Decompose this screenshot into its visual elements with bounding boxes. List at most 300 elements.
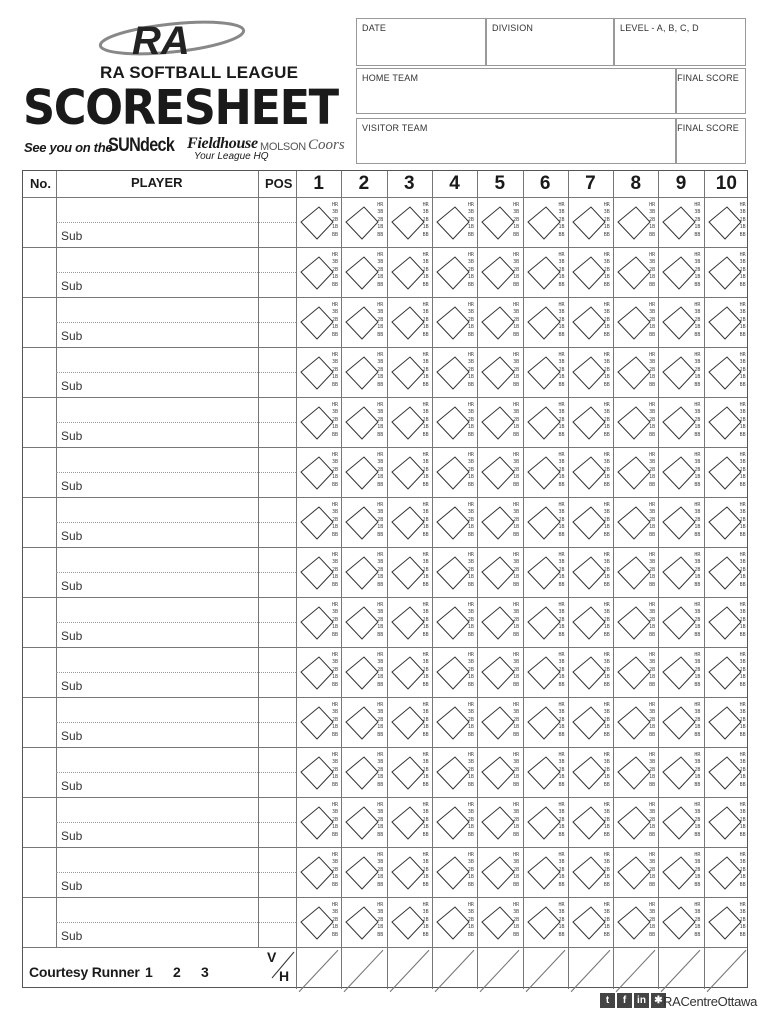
at-bat-cell[interactable] [387,397,432,447]
base-codes: HR 3B 2B 1B BB [649,702,656,738]
at-bat-cell[interactable] [658,447,703,497]
base-codes: HR 3B 2B 1B BB [603,252,610,288]
at-bat-cell[interactable] [523,497,568,547]
division-field[interactable] [486,18,614,66]
at-bat-cell[interactable] [296,597,341,647]
at-bat-cell[interactable] [704,797,749,847]
at-bat-cell[interactable] [432,747,477,797]
player-sub-divider [56,872,296,873]
at-bat-cell[interactable] [477,547,522,597]
linkedin-icon[interactable]: in [634,993,649,1008]
at-bat-cell[interactable] [613,497,658,547]
at-bat-cell[interactable] [613,397,658,447]
inning-score-box[interactable] [341,948,386,994]
base-codes: HR 3B 2B 1B BB [331,902,338,938]
inning-header-8: 8 [630,173,642,194]
at-bat-cell[interactable] [296,747,341,797]
at-bat-cell[interactable] [568,847,613,897]
base-codes: HR 3B 2B 1B BB [377,202,384,238]
inning-score-box[interactable] [613,948,658,994]
sub-label: Sub [61,679,83,693]
base-codes: HR 3B 2B 1B BB [558,652,565,688]
base-codes: HR 3B 2B 1B BB [739,752,746,788]
at-bat-cell[interactable] [568,747,613,797]
sundeck-logo: SUNdeck [108,135,175,156]
inning-header-1: 1 [313,173,324,194]
at-bat-cell[interactable] [296,247,341,297]
base-codes: HR 3B 2B 1B BB [649,802,656,838]
at-bat-cell[interactable] [568,197,613,247]
at-bat-cell[interactable] [432,897,477,947]
at-bat-cell[interactable] [341,397,386,447]
base-codes: HR 3B 2B 1B BB [649,752,656,788]
molson-logo: MOLSON [260,141,306,153]
date-label: DATE [362,23,387,33]
at-bat-cell[interactable] [296,347,341,397]
base-codes: HR 3B 2B 1B BB [739,602,746,638]
at-bat-cell[interactable] [387,547,432,597]
at-bat-cell[interactable] [568,547,613,597]
sub-label: Sub [61,479,83,493]
at-bat-cell[interactable] [523,897,568,947]
at-bat-cell[interactable] [477,297,522,347]
at-bat-cell[interactable] [387,597,432,647]
sub-label: Sub [61,229,83,243]
at-bat-cell[interactable] [477,747,522,797]
at-bat-cell[interactable] [477,497,522,547]
base-codes: HR 3B 2B 1B BB [558,502,565,538]
tagline: See you on the [24,140,113,155]
base-codes: HR 3B 2B 1B BB [422,802,429,838]
at-bat-cell[interactable] [658,547,703,597]
at-bat-cell[interactable] [658,197,703,247]
base-codes: HR 3B 2B 1B BB [649,602,656,638]
at-bat-cell[interactable] [568,347,613,397]
at-bat-cell[interactable] [341,697,386,747]
at-bat-cell[interactable] [658,897,703,947]
player-sub-divider [56,772,296,773]
sub-label: Sub [61,829,83,843]
home-final-score-label: FINAL SCORE [677,73,739,83]
base-codes: HR 3B 2B 1B BB [694,452,701,488]
twitter-icon[interactable]: t [600,993,615,1008]
player-sub-divider [56,522,296,523]
at-bat-cell[interactable] [704,647,749,697]
at-bat-cell[interactable] [432,197,477,247]
base-codes: HR 3B 2B 1B BB [467,452,474,488]
inning-score-box[interactable] [477,948,522,994]
inning-header-9: 9 [675,173,687,194]
at-bat-cell[interactable] [658,397,703,447]
player-sub-divider [56,622,296,623]
at-bat-cell[interactable] [387,447,432,497]
at-bat-cell[interactable] [477,897,522,947]
base-codes: HR 3B 2B 1B BB [422,902,429,938]
facebook-icon[interactable]: f [617,993,632,1008]
at-bat-cell[interactable] [704,747,749,797]
visitor-team-field[interactable] [356,118,676,164]
at-bat-cell[interactable] [658,297,703,347]
at-bat-cell[interactable] [704,897,749,947]
at-bat-cell[interactable] [341,647,386,697]
player-sub-divider [56,822,296,823]
at-bat-cell[interactable] [387,347,432,397]
at-bat-cell[interactable] [613,897,658,947]
at-bat-cell[interactable] [658,697,703,747]
at-bat-cell[interactable] [613,247,658,297]
at-bat-cell[interactable] [387,497,432,547]
at-bat-cell[interactable] [341,547,386,597]
at-bat-cell[interactable] [523,347,568,397]
base-codes: HR 3B 2B 1B BB [422,252,429,288]
base-codes: HR 3B 2B 1B BB [513,702,520,738]
column-no: No. [30,176,51,191]
at-bat-cell[interactable] [704,447,749,497]
at-bat-cell[interactable] [568,897,613,947]
base-codes: HR 3B 2B 1B BB [558,402,565,438]
at-bat-cell[interactable] [613,447,658,497]
at-bat-cell[interactable] [296,497,341,547]
base-codes: HR 3B 2B 1B BB [694,602,701,638]
at-bat-cell[interactable] [704,197,749,247]
social-links [600,993,666,1011]
sub-label: Sub [61,629,83,643]
grid-column-line [56,171,57,947]
at-bat-cell[interactable] [613,747,658,797]
base-codes: HR 3B 2B 1B BB [739,702,746,738]
at-bat-cell[interactable] [341,847,386,897]
base-codes: HR 3B 2B 1B BB [694,402,701,438]
home-final-score-field[interactable] [676,68,746,114]
base-codes: HR 3B 2B 1B BB [694,902,701,938]
at-bat-cell[interactable] [613,597,658,647]
at-bat-cell[interactable] [432,797,477,847]
at-bat-cell[interactable] [341,747,386,797]
at-bat-cell[interactable] [658,247,703,297]
at-bat-cell[interactable] [296,447,341,497]
at-bat-cell[interactable] [613,647,658,697]
at-bat-cell[interactable] [477,447,522,497]
at-bat-cell[interactable] [613,197,658,247]
at-bat-cell[interactable] [432,497,477,547]
base-codes: HR 3B 2B 1B BB [331,402,338,438]
at-bat-cell[interactable] [387,797,432,847]
base-codes: HR 3B 2B 1B BB [739,302,746,338]
logo-text: RA [132,19,190,63]
at-bat-cell[interactable] [613,347,658,397]
at-bat-cell[interactable] [296,697,341,747]
at-bat-cell[interactable] [568,697,613,747]
at-bat-cell[interactable] [523,397,568,447]
at-bat-cell[interactable] [658,497,703,547]
base-codes: HR 3B 2B 1B BB [331,202,338,238]
base-codes: HR 3B 2B 1B BB [377,602,384,638]
inning-score-box[interactable] [704,948,749,994]
at-bat-cell[interactable] [523,797,568,847]
base-codes: HR 3B 2B 1B BB [422,452,429,488]
sub-label: Sub [61,779,83,793]
base-codes: HR 3B 2B 1B BB [467,252,474,288]
at-bat-cell[interactable] [432,447,477,497]
at-bat-cell[interactable] [568,497,613,547]
visitor-final-score-field[interactable] [676,118,746,164]
at-bat-cell[interactable] [296,297,341,347]
at-bat-cell[interactable] [704,297,749,347]
base-codes: HR 3B 2B 1B BB [558,352,565,388]
base-codes: HR 3B 2B 1B BB [649,852,656,888]
base-codes: HR 3B 2B 1B BB [467,852,474,888]
ra-logo [98,14,248,66]
at-bat-cell[interactable] [477,597,522,647]
at-bat-cell[interactable] [387,297,432,347]
base-codes: HR 3B 2B 1B BB [603,452,610,488]
base-codes: HR 3B 2B 1B BB [558,452,565,488]
sub-label: Sub [61,379,83,393]
base-codes: HR 3B 2B 1B BB [558,702,565,738]
base-codes: HR 3B 2B 1B BB [649,302,656,338]
at-bat-cell[interactable] [432,347,477,397]
at-bat-cell[interactable] [704,597,749,647]
at-bat-cell[interactable] [523,547,568,597]
at-bat-cell[interactable] [704,247,749,297]
at-bat-cell[interactable] [387,897,432,947]
at-bat-cell[interactable] [477,797,522,847]
at-bat-cell[interactable] [568,397,613,447]
date-field[interactable] [356,18,486,66]
base-codes: HR 3B 2B 1B BB [694,302,701,338]
base-codes: HR 3B 2B 1B BB [422,302,429,338]
at-bat-cell[interactable] [341,247,386,297]
at-bat-cell[interactable] [523,647,568,697]
at-bat-cell[interactable] [341,197,386,247]
at-bat-cell[interactable] [387,197,432,247]
at-bat-cell[interactable] [523,447,568,497]
at-bat-cell[interactable] [432,597,477,647]
player-sub-divider [56,422,296,423]
at-bat-cell[interactable] [477,347,522,397]
at-bat-cell[interactable] [523,247,568,297]
at-bat-cell[interactable] [296,847,341,897]
base-codes: HR 3B 2B 1B BB [603,902,610,938]
base-codes: HR 3B 2B 1B BB [377,352,384,388]
base-codes: HR 3B 2B 1B BB [694,802,701,838]
base-codes: HR 3B 2B 1B BB [513,852,520,888]
courtesy-runner-2[interactable]: 2 [173,964,181,980]
base-codes: HR 3B 2B 1B BB [513,352,520,388]
division-label: DIVISION [492,23,534,33]
at-bat-cell[interactable] [387,647,432,697]
at-bat-cell[interactable] [341,897,386,947]
base-codes: HR 3B 2B 1B BB [377,802,384,838]
at-bat-cell[interactable] [613,697,658,747]
at-bat-cell[interactable] [432,847,477,897]
fieldhouse-subtitle: Your League HQ [194,151,269,162]
at-bat-cell[interactable] [613,847,658,897]
base-codes: HR 3B 2B 1B BB [558,202,565,238]
at-bat-cell[interactable] [296,197,341,247]
base-codes: HR 3B 2B 1B BB [649,452,656,488]
base-codes: HR 3B 2B 1B BB [513,502,520,538]
base-codes: HR 3B 2B 1B BB [377,702,384,738]
at-bat-cell[interactable] [432,697,477,747]
level-field[interactable] [614,18,746,66]
base-codes: HR 3B 2B 1B BB [649,402,656,438]
at-bat-cell[interactable] [387,847,432,897]
at-bat-cell[interactable] [341,447,386,497]
at-bat-cell[interactable] [523,697,568,747]
at-bat-cell[interactable] [477,197,522,247]
inning-score-box[interactable] [658,948,703,994]
at-bat-cell[interactable] [568,447,613,497]
base-codes: HR 3B 2B 1B BB [649,202,656,238]
at-bat-cell[interactable] [477,247,522,297]
at-bat-cell[interactable] [477,697,522,747]
sub-label: Sub [61,529,83,543]
base-codes: HR 3B 2B 1B BB [331,802,338,838]
base-codes: HR 3B 2B 1B BB [603,602,610,638]
at-bat-cell[interactable] [523,197,568,247]
base-codes: HR 3B 2B 1B BB [739,802,746,838]
base-codes: HR 3B 2B 1B BB [331,852,338,888]
at-bat-cell[interactable] [477,397,522,447]
at-bat-cell[interactable] [523,747,568,797]
at-bat-cell[interactable] [341,347,386,397]
at-bat-cell[interactable] [613,297,658,347]
base-codes: HR 3B 2B 1B BB [739,502,746,538]
base-codes: HR 3B 2B 1B BB [694,352,701,388]
at-bat-cell[interactable] [658,597,703,647]
at-bat-cell[interactable] [432,247,477,297]
at-bat-cell[interactable] [704,497,749,547]
courtesy-runner-3[interactable]: 3 [201,964,209,980]
at-bat-cell[interactable] [432,547,477,597]
inning-score-box[interactable] [387,948,432,994]
at-bat-cell[interactable] [432,297,477,347]
at-bat-cell[interactable] [296,897,341,947]
at-bat-cell[interactable] [568,647,613,697]
inning-score-box[interactable] [296,948,341,994]
base-codes: HR 3B 2B 1B BB [377,252,384,288]
at-bat-cell[interactable] [477,847,522,897]
at-bat-cell[interactable] [341,497,386,547]
visitor-team-label: VISITOR TEAM [362,123,428,133]
at-bat-cell[interactable] [296,647,341,697]
at-bat-cell[interactable] [704,697,749,747]
at-bat-cell[interactable] [568,247,613,297]
base-codes: HR 3B 2B 1B BB [467,602,474,638]
at-bat-cell[interactable] [658,847,703,897]
at-bat-cell[interactable] [432,397,477,447]
base-codes: HR 3B 2B 1B BB [377,552,384,588]
player-sub-divider [56,322,296,323]
inning-score-box[interactable] [523,948,568,994]
inning-header-6: 6 [539,173,551,194]
player-sub-divider [56,472,296,473]
at-bat-cell[interactable] [432,647,477,697]
base-codes: HR 3B 2B 1B BB [694,552,701,588]
at-bat-cell[interactable] [568,297,613,347]
at-bat-cell[interactable] [387,747,432,797]
at-bat-cell[interactable] [658,797,703,847]
base-codes: HR 3B 2B 1B BB [694,202,701,238]
at-bat-cell[interactable] [477,647,522,697]
sub-label: Sub [61,279,83,293]
player-sub-divider [56,372,296,373]
base-codes: HR 3B 2B 1B BB [467,502,474,538]
at-bat-cell[interactable] [704,547,749,597]
base-codes: HR 3B 2B 1B BB [513,402,520,438]
base-codes: HR 3B 2B 1B BB [331,502,338,538]
sub-label: Sub [61,729,83,743]
base-codes: HR 3B 2B 1B BB [331,352,338,388]
base-codes: HR 3B 2B 1B BB [467,652,474,688]
at-bat-cell[interactable] [704,847,749,897]
inning-score-box[interactable] [432,948,477,994]
at-bat-cell[interactable] [296,397,341,447]
at-bat-cell[interactable] [523,597,568,647]
at-bat-cell[interactable] [658,747,703,797]
inning-header-2: 2 [358,173,370,194]
visitor-final-score-label: FINAL SCORE [677,123,739,133]
home-team-field[interactable] [356,68,676,114]
inning-header-10: 10 [715,173,737,194]
inning-header-5: 5 [494,173,506,194]
at-bat-cell[interactable] [523,297,568,347]
inning-score-box[interactable] [568,948,613,994]
base-codes: HR 3B 2B 1B BB [331,302,338,338]
base-codes: HR 3B 2B 1B BB [513,902,520,938]
base-codes: HR 3B 2B 1B BB [603,502,610,538]
at-bat-cell[interactable] [613,797,658,847]
at-bat-cell[interactable] [387,697,432,747]
base-codes: HR 3B 2B 1B BB [739,252,746,288]
at-bat-cell[interactable] [387,247,432,297]
player-sub-divider [56,222,296,223]
base-codes: HR 3B 2B 1B BB [422,402,429,438]
home-team-label: HOME TEAM [362,73,419,83]
at-bat-cell[interactable] [568,597,613,647]
at-bat-cell[interactable] [296,547,341,597]
at-bat-cell[interactable] [296,797,341,847]
at-bat-cell[interactable] [523,847,568,897]
at-bat-cell[interactable] [568,797,613,847]
courtesy-runner-1[interactable]: 1 [145,964,153,980]
flickr-icon[interactable]: ✱ [651,993,666,1008]
base-codes: HR 3B 2B 1B BB [513,452,520,488]
base-codes: HR 3B 2B 1B BB [694,852,701,888]
at-bat-cell[interactable] [704,347,749,397]
base-codes: HR 3B 2B 1B BB [649,502,656,538]
base-codes: HR 3B 2B 1B BB [739,352,746,388]
at-bat-cell[interactable] [341,297,386,347]
base-codes: HR 3B 2B 1B BB [331,452,338,488]
base-codes: HR 3B 2B 1B BB [513,552,520,588]
base-codes: HR 3B 2B 1B BB [694,752,701,788]
at-bat-cell[interactable] [613,547,658,597]
at-bat-cell[interactable] [341,797,386,847]
base-codes: HR 3B 2B 1B BB [694,702,701,738]
at-bat-cell[interactable] [658,647,703,697]
base-codes: HR 3B 2B 1B BB [603,202,610,238]
base-codes: HR 3B 2B 1B BB [649,352,656,388]
base-codes: HR 3B 2B 1B BB [694,502,701,538]
base-codes: HR 3B 2B 1B BB [739,902,746,938]
base-codes: HR 3B 2B 1B BB [558,552,565,588]
at-bat-cell[interactable] [341,597,386,647]
at-bat-cell[interactable] [658,347,703,397]
base-codes: HR 3B 2B 1B BB [649,552,656,588]
at-bat-cell[interactable] [704,397,749,447]
